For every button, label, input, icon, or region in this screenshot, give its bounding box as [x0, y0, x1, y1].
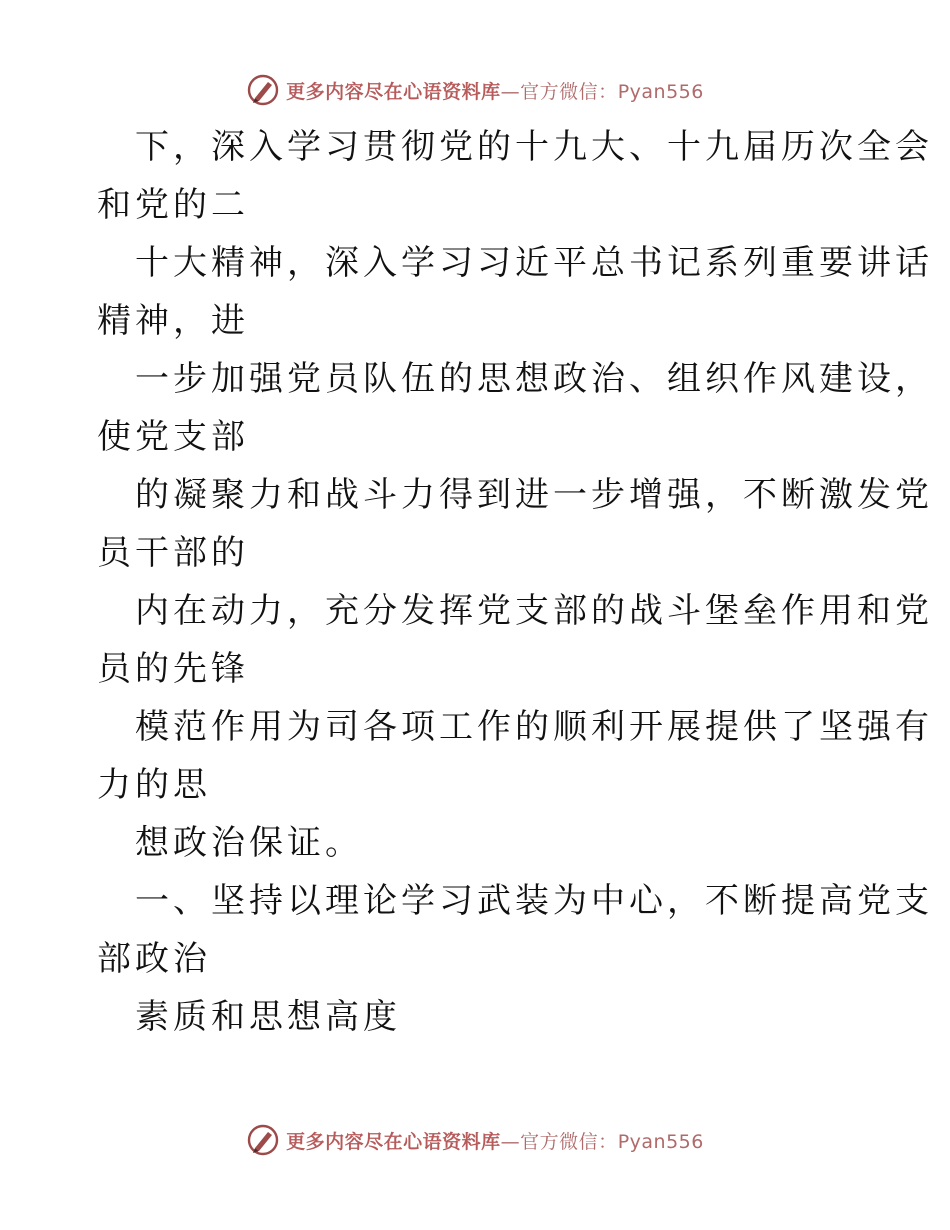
- header-brand: 更多内容尽在心语资料库: [286, 80, 501, 103]
- body-line: 想政治保证。: [135, 823, 363, 863]
- body-line: 一、坚持以理论学习武装为中心，不断提高党支: [135, 881, 933, 921]
- body-line: 内在动力，充分发挥党支部的战斗堡垒作用和党: [135, 591, 933, 631]
- body-line: 员的先锋: [97, 649, 249, 689]
- body-line: 十大精神，深入学习习近平总书记系列重要讲话: [135, 243, 933, 283]
- pen-logo-icon: [246, 1123, 280, 1157]
- footer-contact-id: Pyan556: [617, 1130, 704, 1153]
- body-line: 部政治: [97, 939, 211, 979]
- body-line: 的凝聚力和战斗力得到进一步增强，不断激发党: [135, 475, 933, 515]
- body-line: 一步加强党员队伍的思想政治、组织作风建设，: [135, 359, 933, 399]
- footer-brand: 更多内容尽在心语资料库: [286, 1130, 501, 1153]
- header-banner-text: [286, 77, 704, 104]
- body-line: 下，深入学习贯彻党的十九大、十九届历次全会: [135, 127, 933, 167]
- header-banner: [0, 70, 950, 110]
- pen-logo-icon: [246, 73, 280, 107]
- header-contact-label: 官方微信：: [520, 80, 618, 103]
- body-line: 模范作用为司各项工作的顺利开展提供了坚强有: [135, 707, 933, 747]
- footer-separator: —: [500, 1130, 521, 1153]
- body-line: 员干部的: [97, 533, 249, 573]
- body-line: 使党支部: [97, 417, 249, 457]
- body-line: 力的思: [97, 765, 211, 805]
- header-contact-id: Pyan556: [617, 80, 704, 103]
- header-separator: —: [500, 80, 521, 103]
- footer-banner: [0, 1120, 950, 1160]
- document-body: [97, 118, 933, 1046]
- footer-contact-label: 官方微信：: [520, 1130, 618, 1153]
- body-line: 素质和思想高度: [135, 997, 401, 1037]
- body-line: 精神，进: [97, 301, 249, 341]
- footer-banner-text: [286, 1127, 704, 1154]
- body-line: 和党的二: [97, 185, 249, 225]
